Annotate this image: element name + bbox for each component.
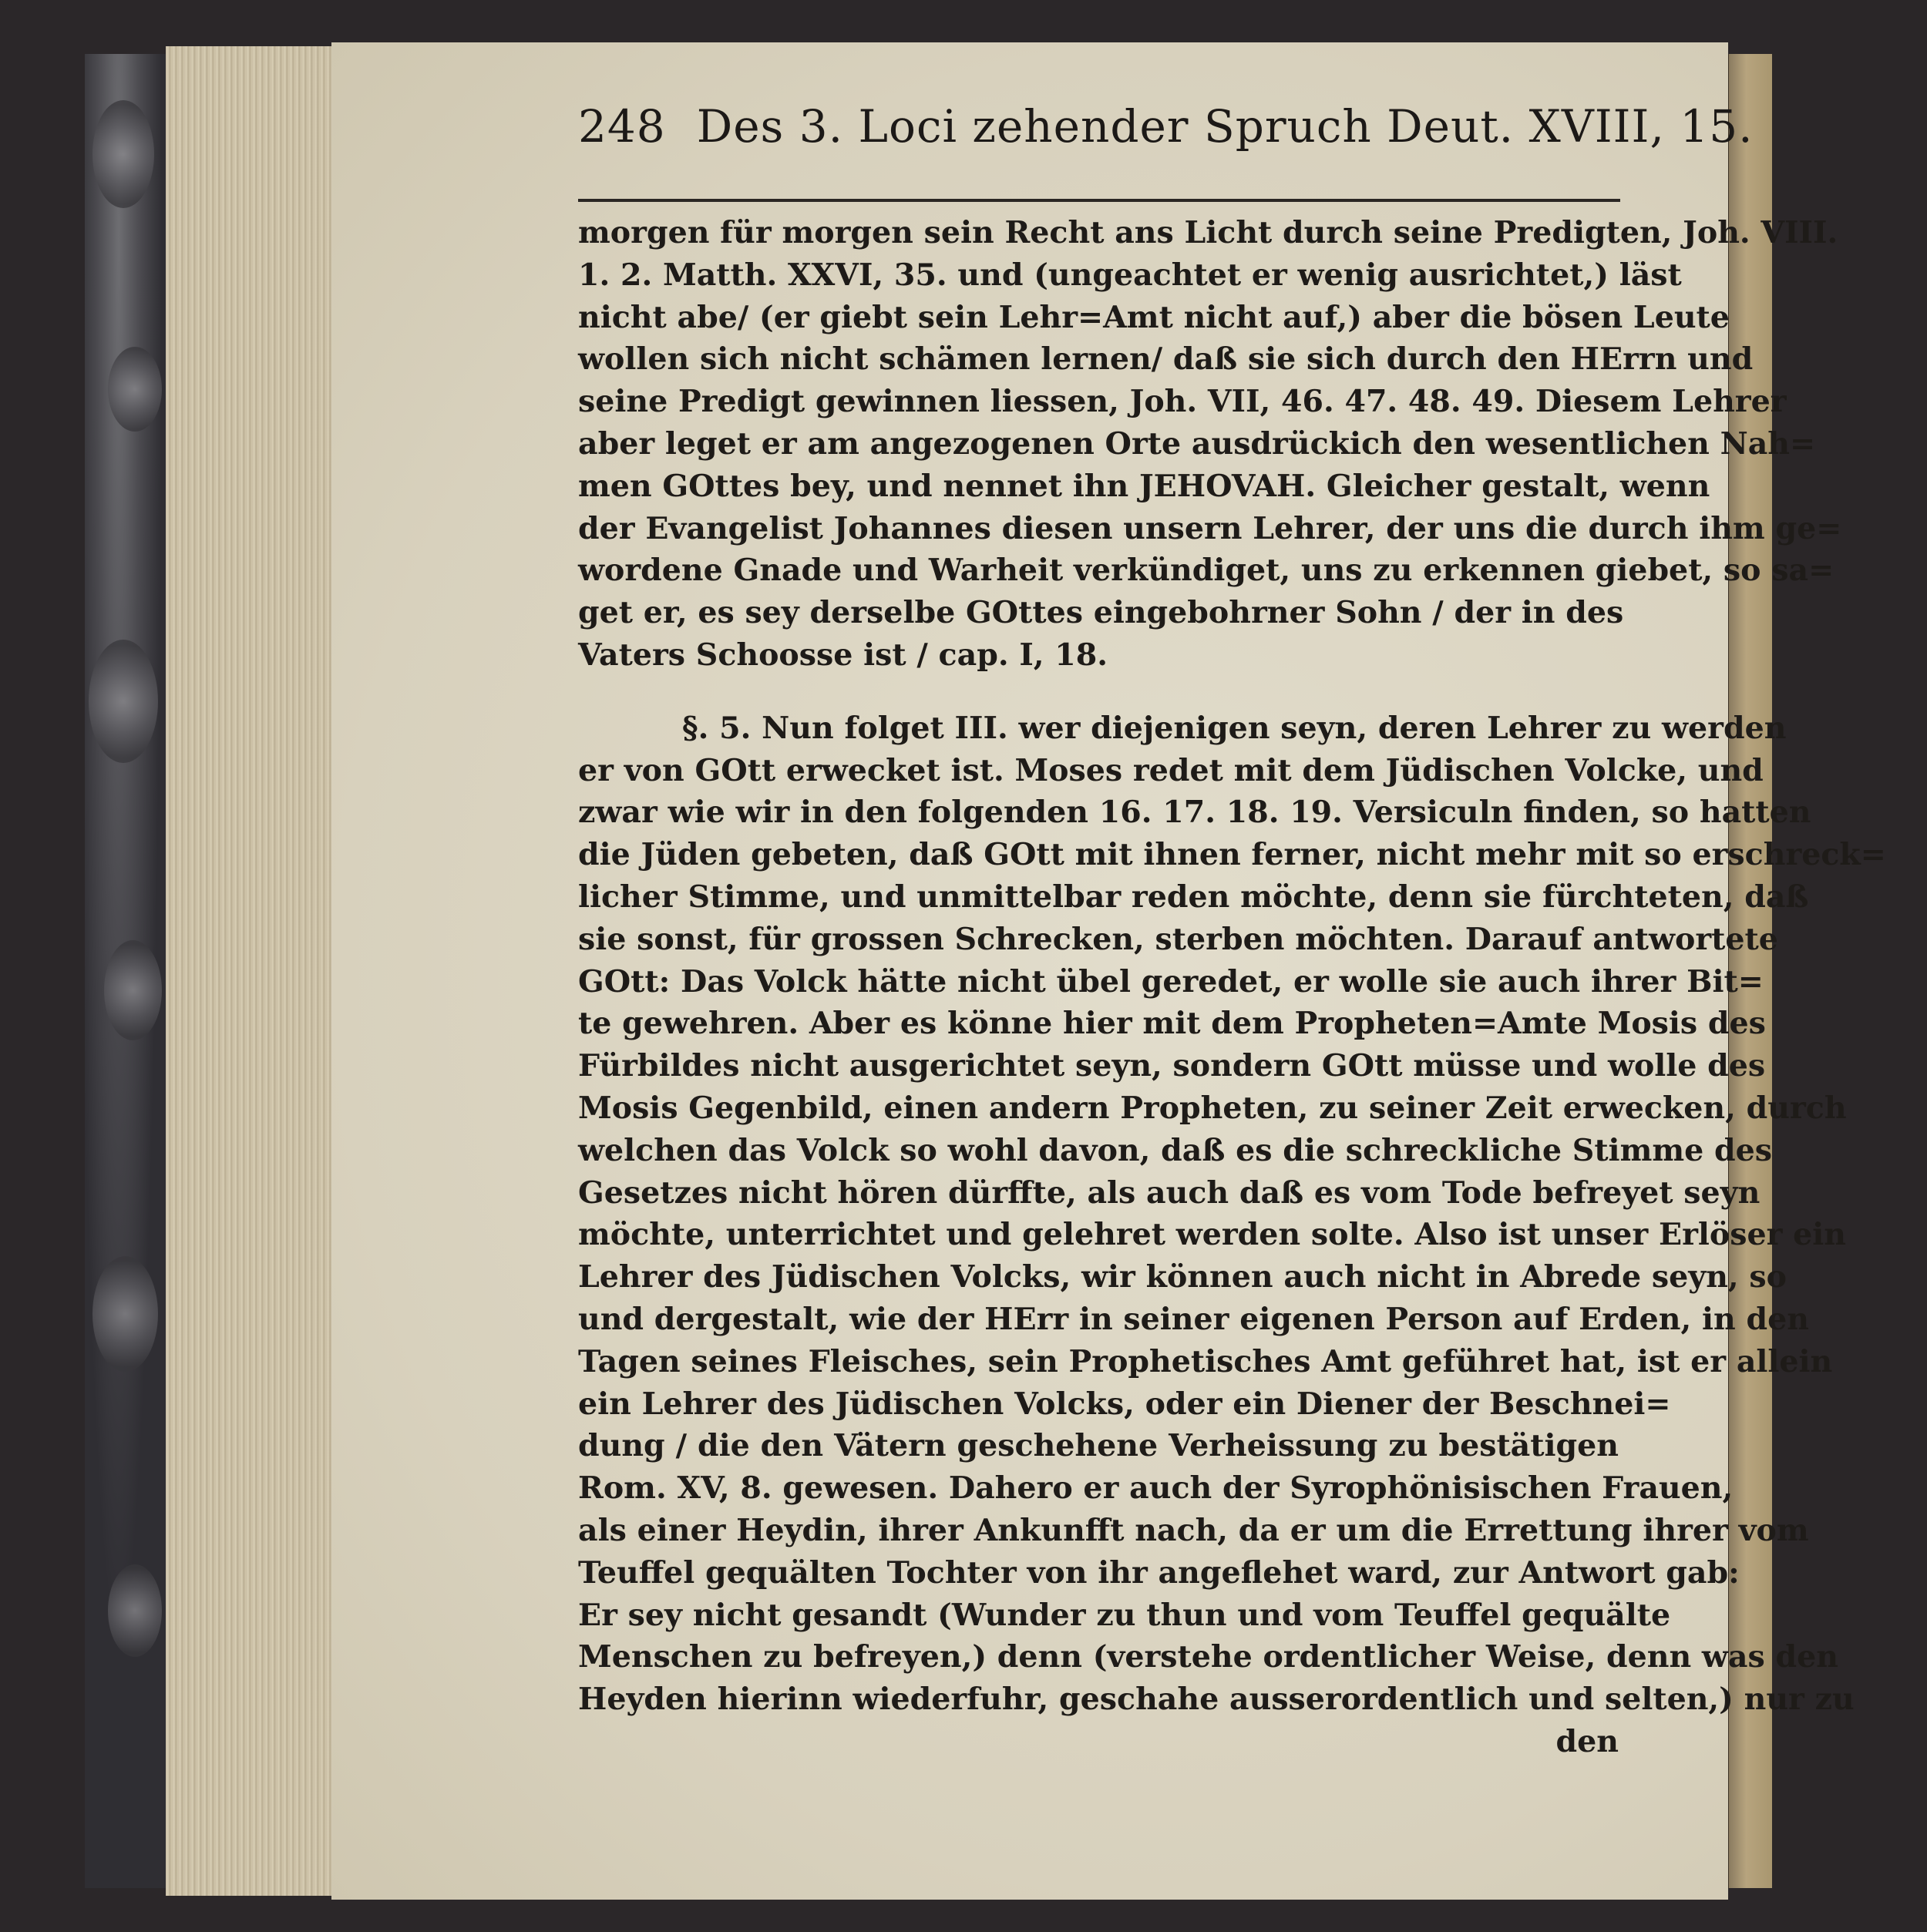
text-line: Fürbildes nicht ausgerichtet seyn, sondern GOtt müsse und wolle des bbox=[578, 1048, 1766, 1084]
book-page bbox=[331, 42, 1886, 1900]
marble-pattern bbox=[89, 640, 158, 763]
running-title: Des 3. Loci zehender Spruch Deut. XVIII, 15. bbox=[696, 100, 1754, 153]
running-head bbox=[578, 100, 1927, 193]
text-line: der Evangelist Johannes diesen unsern Lehrer, der uns die durch ihm ge= bbox=[578, 510, 1842, 546]
marble-pattern bbox=[108, 347, 162, 432]
page-block-edges bbox=[166, 46, 337, 1896]
page-content bbox=[578, 100, 1927, 1888]
text-line: Mosis Gegenbild, einen andern Propheten, zu seiner Zeit erwecken, durch bbox=[578, 1090, 1847, 1126]
text-line: wollen sich nicht schämen lernen/ daß sie sich durch den HErrn und bbox=[578, 341, 1754, 378]
text-line: men GOttes bey, und nennet ihn JEHOVAH. Gleicher gestalt, wenn bbox=[578, 468, 1710, 504]
text-line: zwar wie wir in den folgenden 16. 17. 18. 19. Versiculn finden, so hatten bbox=[578, 795, 1811, 831]
text-line: Teuffel gequälten Tochter von ihr angeflehet ward, zur Antwort gab: bbox=[578, 1554, 1740, 1591]
text-line: Menschen zu befreyen,) denn (verstehe ordentlicher Weise, denn was den bbox=[578, 1639, 1838, 1675]
text-line: Tagen seines Fleisches, sein Prophetisches Amt geführet hat, ist er allein bbox=[578, 1343, 1833, 1379]
text-line: welchen das Volck so wohl davon, daß es die schreckliche Stimme des bbox=[578, 1132, 1773, 1168]
catchword: den bbox=[1555, 1723, 1619, 1759]
text-line: seine Predigt gewinnen liessen, Joh. VII, 46. 47. 48. 49. Diesem Lehrer bbox=[578, 384, 1787, 420]
text-line: 1. 2. Matth. XXVI, 35. und (ungeachtet er wenig ausrichtet,) läst bbox=[578, 257, 1682, 293]
text-line: Lehrer des Jüdischen Volcks, wir können auch nicht in Abrede seyn, so bbox=[578, 1259, 1787, 1295]
text-line: GOtt: Das Volck hätte nicht übel geredet, er wolle sie auch ihrer Bit= bbox=[578, 963, 1764, 1000]
text-line: get er, es sey derselbe GOttes eingebohrner Sohn / der in des bbox=[578, 595, 1624, 631]
marble-pattern bbox=[92, 1256, 158, 1372]
text-line: Heyden hierinn wiederfuhr, geschahe ausserordentlich und selten,) nur zu bbox=[578, 1682, 1855, 1718]
text-line: sie sonst, für grossen Schrecken, sterben möchten. Darauf antwortete bbox=[578, 921, 1778, 957]
marbled-book-edge bbox=[85, 54, 173, 1888]
marble-pattern bbox=[92, 100, 154, 208]
page-number: 248 bbox=[578, 100, 666, 153]
header-rule bbox=[578, 199, 1620, 202]
text-line: als einer Heydin, ihrer Ankunfft nach, da er um die Errettung ihrer vom bbox=[578, 1512, 1809, 1548]
text-line: die Jüden gebeten, daß GOtt mit ihnen ferner, nicht mehr mit so erschreck= bbox=[578, 837, 1886, 873]
marble-pattern bbox=[104, 940, 162, 1040]
text-line: wordene Gnade und Warheit verkündiget, uns zu erkennen giebet, so sa= bbox=[578, 553, 1835, 589]
text-line: morgen für morgen sein Recht ans Licht durch seine Predigten, Joh. VIII. bbox=[578, 215, 1838, 250]
paragraph bbox=[578, 212, 1842, 677]
text-line: §. 5. Nun folget III. wer diejenigen seyn, deren Lehrer zu werden bbox=[682, 710, 1787, 746]
text-line: te gewehren. Aber es könne hier mit dem Propheten=Amte Mosis des bbox=[578, 1006, 1766, 1042]
body-text bbox=[578, 212, 1886, 1763]
marble-pattern bbox=[108, 1564, 162, 1657]
text-line: nicht abe/ (er giebt sein Lehr=Amt nicht auf,) aber die bösen Leute bbox=[578, 299, 1730, 335]
text-line: aber leget er am angezogenen Orte ausdrückich den wesentlichen Nah= bbox=[578, 425, 1816, 462]
text-line: ein Lehrer des Jüdischen Volcks, oder ein Diener der Beschnei= bbox=[578, 1386, 1671, 1422]
text-line: er von GOtt erwecket ist. Moses redet mit dem Jüdischen Volcke, und bbox=[578, 752, 1764, 788]
text-line: Vaters Schoosse ist / cap. I, 18. bbox=[578, 637, 1108, 673]
text-line: dung / die den Vätern geschehene Verheissung zu bestätigen bbox=[578, 1428, 1619, 1464]
text-line: Rom. XV, 8. gewesen. Dahero er auch der Syrophönisischen Frauen, bbox=[578, 1470, 1734, 1507]
text-line: möchte, unterrichtet und gelehret werden solte. Also ist unser Erlöser ein bbox=[578, 1217, 1847, 1253]
text-line: und dergestalt, wie der HErr in seiner eigenen Person auf Erden, in den bbox=[578, 1301, 1809, 1337]
text-line: licher Stimme, und unmittelbar reden möchte, denn sie fürchteten, daß bbox=[578, 879, 1809, 915]
paragraph-gap bbox=[578, 677, 1619, 707]
text-line: Gesetzes nicht hören dürffte, als auch daß es vom Tode befreyet seyn bbox=[578, 1174, 1761, 1211]
paragraph bbox=[578, 707, 1886, 1763]
text-line: Er sey nicht gesandt (Wunder zu thun und vom Teuffel gequälte bbox=[578, 1597, 1671, 1633]
